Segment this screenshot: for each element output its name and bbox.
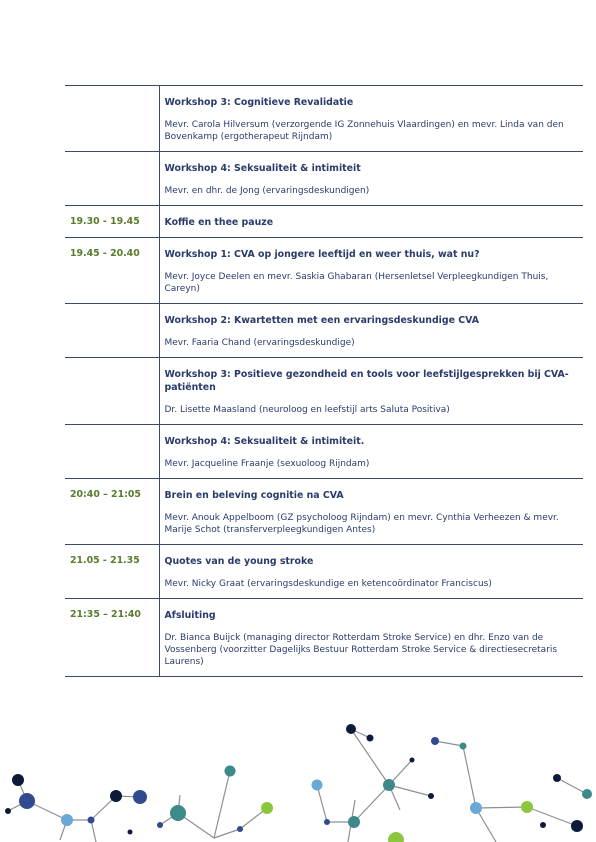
table-row xyxy=(65,358,583,425)
table-row xyxy=(65,86,583,152)
session-cell xyxy=(159,152,583,206)
time-cell xyxy=(65,304,159,358)
time-cell xyxy=(65,86,159,152)
session-speakers: Mevr. Faaria Chand (ervaringsdeskundige) xyxy=(164,338,355,348)
session-title: Koffie en thee pauze xyxy=(164,217,274,228)
table-row xyxy=(65,238,583,304)
session-title: Workshop 4: Seksualiteit & intimiteit. xyxy=(164,436,365,447)
program-schedule-table xyxy=(65,85,583,677)
table-row xyxy=(65,206,583,238)
session-title: Workshop 4: Seksualiteit & intimiteit xyxy=(164,163,361,174)
session-title: Brein en beleving cognitie na CVA xyxy=(164,490,344,501)
session-title: Afsluiting xyxy=(164,610,216,621)
table-row xyxy=(65,304,583,358)
session-cell xyxy=(159,304,583,358)
session-speakers: Mevr. Carola Hilversum (verzorgende IG Zonnehuis Vlaardingen) en mevr. Linda van den Bovenkamp (ergotherapeut Rijndam) xyxy=(164,120,564,142)
session-speakers: Mevr. Joyce Deelen en mevr. Saskia Ghabaran (Hersenletsel Verpleegkundigen Thuis, Careyn) xyxy=(164,272,549,294)
time-cell: 21.05 - 21.35 xyxy=(65,545,159,599)
time-cell xyxy=(65,425,159,479)
session-speakers: Mevr. Jacqueline Fraanje (sexuoloog Rijndam) xyxy=(164,459,370,469)
session-cell xyxy=(159,599,583,677)
table-row xyxy=(65,152,583,206)
session-title: Workshop 2: Kwartetten met een ervaringsdeskundige CVA xyxy=(164,315,479,326)
time-cell xyxy=(65,358,159,425)
session-speakers: Dr. Lisette Maasland (neuroloog en leefstijl arts Saluta Positiva) xyxy=(164,405,450,415)
table-row xyxy=(65,545,583,599)
time-cell: 19.30 - 19.45 xyxy=(65,206,159,238)
session-cell xyxy=(159,545,583,599)
session-speakers: Mevr. en dhr. de Jong (ervaringsdeskundigen) xyxy=(164,186,370,196)
session-cell xyxy=(159,479,583,545)
table-row xyxy=(65,599,583,677)
session-title: Workshop 1: CVA op jongere leeftijd en weer thuis, wat nu? xyxy=(164,249,480,260)
session-cell xyxy=(159,206,583,238)
session-cell xyxy=(159,358,583,425)
session-title: Workshop 3: Cognitieve Revalidatie xyxy=(164,97,354,108)
session-cell xyxy=(159,86,583,152)
session-cell xyxy=(159,425,583,479)
time-cell: 19.45 - 20.40 xyxy=(65,238,159,304)
session-speakers: Dr. Bianca Buijck (managing director Rotterdam Stroke Service) en dhr. Enzo van de Vossenberg (voorzitter Dagelijks Bestuur Rotterdam Stroke Service & directiesecretaris Laurens) xyxy=(164,633,558,667)
session-speakers: Mevr. Anouk Appelboom (GZ psycholoog Rijndam) en mevr. Cynthia Verheezen & mevr. Marije Schot (transferverpleegkundigen Antes) xyxy=(164,513,559,535)
time-cell: 20:40 – 21:05 xyxy=(65,479,159,545)
session-cell xyxy=(159,238,583,304)
molecule-network-decoration xyxy=(0,715,596,842)
session-title: Quotes van de young stroke xyxy=(164,556,314,567)
table-row xyxy=(65,425,583,479)
time-cell xyxy=(65,152,159,206)
time-cell: 21:35 – 21:40 xyxy=(65,599,159,677)
table-row xyxy=(65,479,583,545)
session-title: Workshop 3: Positieve gezondheid en tools voor leefstijlgesprekken bij CVA-patiënten xyxy=(164,369,569,393)
session-speakers: Mevr. Nicky Graat (ervaringsdeskundige en ketencoördinator Franciscus) xyxy=(164,579,492,589)
